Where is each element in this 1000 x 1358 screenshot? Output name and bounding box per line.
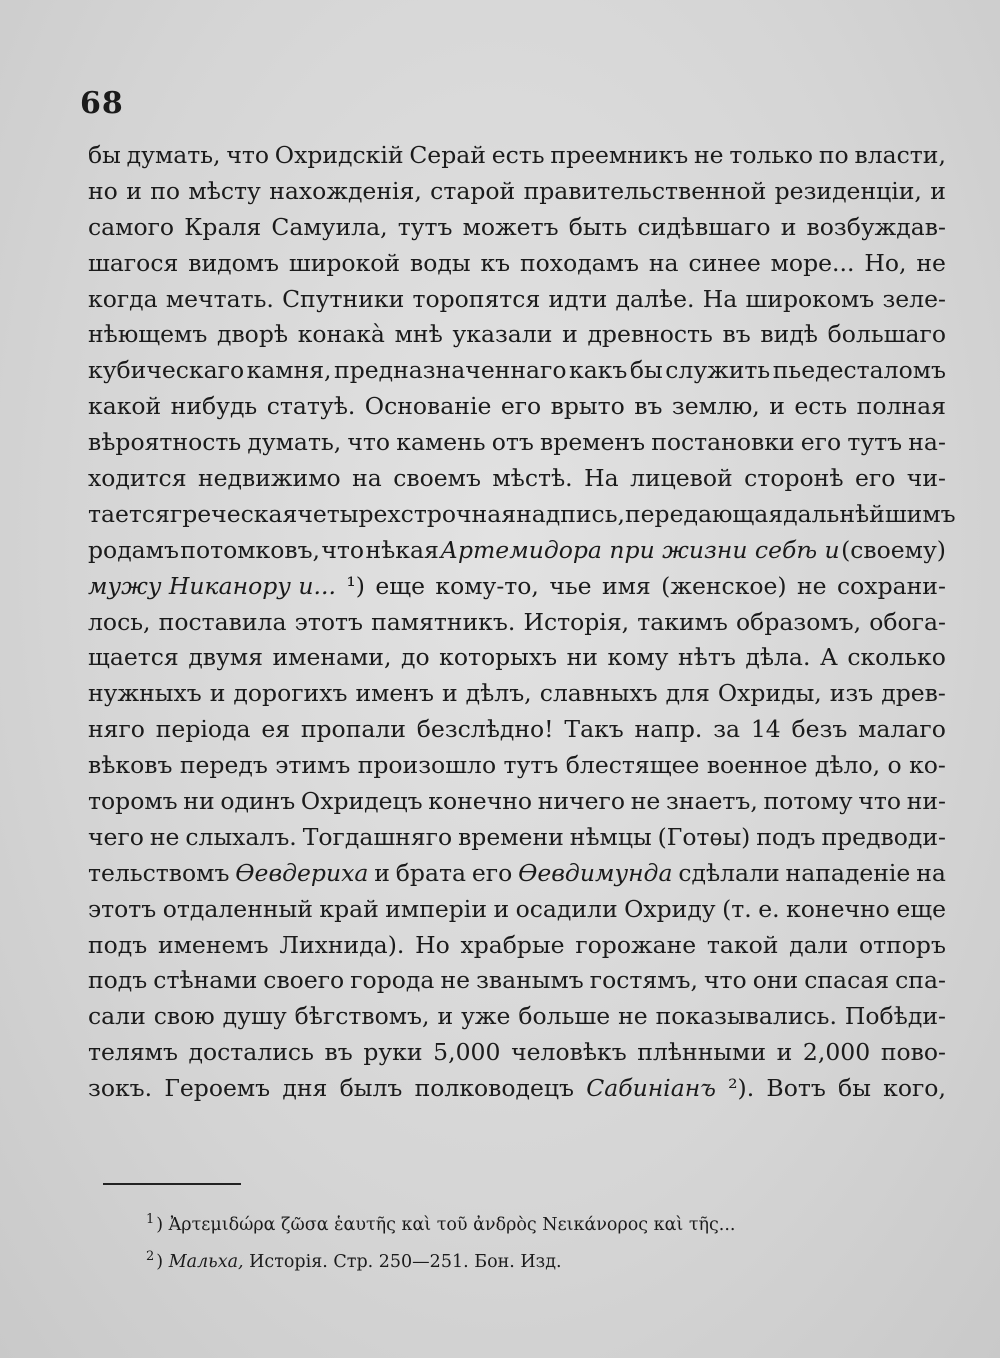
word: чи-: [906, 464, 946, 493]
word: Исторія,: [523, 607, 630, 636]
word: пьедесталомъ: [772, 356, 946, 385]
word: но: [88, 176, 118, 205]
word: власти,: [854, 141, 946, 169]
word: и: [769, 392, 785, 421]
word: Героемъ: [164, 1074, 271, 1103]
word: Побѣди-: [844, 1002, 946, 1031]
word: край: [319, 894, 379, 923]
word: широкомъ: [745, 284, 875, 313]
text-line: [88, 1071, 946, 1107]
word: военное: [706, 751, 808, 780]
word: сдѣлали: [678, 858, 780, 887]
word: спасая: [804, 966, 890, 995]
word: преемникъ: [550, 141, 689, 169]
word: предводи-: [821, 822, 946, 851]
word: стѣнами: [153, 966, 258, 995]
word: и: [437, 1002, 454, 1031]
word: сали: [88, 1002, 146, 1031]
word: Охридецъ: [300, 787, 423, 816]
text-line: [88, 999, 946, 1035]
word: напр.: [634, 715, 703, 744]
word: только: [729, 141, 814, 169]
word: статуѣ.: [266, 392, 356, 421]
word: полная: [856, 392, 946, 421]
word: потому: [763, 787, 853, 816]
word: имя: [601, 571, 651, 600]
word: его: [471, 858, 513, 887]
word: дня: [282, 1074, 328, 1103]
word: временъ: [540, 428, 646, 457]
word: зеле-: [882, 284, 946, 313]
word: на-: [908, 428, 946, 457]
word: синее: [688, 248, 761, 277]
word: камень: [396, 428, 486, 457]
word: города: [350, 966, 435, 995]
word: мужу Никанору и...: [88, 571, 336, 600]
word: самого: [88, 212, 175, 241]
word: о: [887, 751, 902, 780]
word: не: [630, 787, 661, 816]
word: что: [703, 966, 747, 995]
word: На: [702, 284, 738, 313]
word: думать,: [247, 428, 342, 457]
word: показывались.: [655, 1002, 837, 1031]
text-line: [88, 892, 946, 928]
word: двумя: [188, 643, 263, 672]
word: изъ: [829, 679, 874, 708]
word: и: [780, 212, 797, 241]
word: Лихнида).: [279, 930, 405, 959]
word: е.: [758, 894, 780, 923]
word: нѣкая: [365, 535, 439, 564]
word: что: [858, 787, 901, 816]
word: былъ: [339, 1074, 403, 1103]
text-line: [88, 640, 946, 676]
word: ходится: [88, 464, 187, 493]
text-line: [88, 317, 946, 353]
word: торопятся: [412, 284, 541, 313]
word: лось,: [88, 607, 151, 636]
word: еще: [896, 894, 946, 923]
body-text: [88, 138, 956, 1107]
word: ни: [183, 787, 215, 816]
word: Серай: [409, 141, 486, 169]
word: нѣтъ: [678, 643, 736, 672]
word: мнѣ: [394, 320, 443, 349]
word: землю,: [671, 392, 760, 421]
word: нѣмцы: [569, 822, 652, 851]
word: по: [818, 141, 849, 169]
word: нѣющемъ: [88, 320, 208, 349]
word: море...: [770, 248, 855, 277]
word: тутъ: [503, 751, 559, 780]
word: что: [321, 535, 365, 564]
word: думать,: [126, 141, 221, 169]
word: сколько: [847, 643, 946, 672]
word: кого,: [883, 1074, 946, 1103]
word: Спутники: [282, 284, 405, 313]
text-line: [88, 784, 946, 820]
word: подъ: [88, 930, 148, 959]
word: нахожденія,: [269, 176, 422, 205]
word: воды: [409, 248, 471, 277]
word: больше: [518, 1002, 611, 1031]
word: времени: [458, 822, 564, 851]
word: блестящее: [565, 751, 700, 780]
word: зокъ.: [88, 1074, 153, 1103]
word: шагося: [88, 248, 179, 277]
word: (т.: [722, 894, 752, 923]
word: 5,000: [433, 1038, 501, 1067]
word: его: [800, 428, 842, 457]
word: въ: [722, 320, 751, 349]
word: руки: [363, 1038, 423, 1067]
word: достались: [188, 1038, 314, 1067]
word: возбуждав-: [806, 212, 946, 241]
word: быть: [568, 212, 628, 241]
word: ни: [566, 643, 598, 672]
text-line: [88, 425, 946, 461]
word: Ѳевдериха: [235, 858, 369, 887]
text-line: [88, 353, 946, 389]
word: предназначеннаго: [334, 356, 567, 385]
word: этотъ: [294, 607, 363, 636]
word: бы: [629, 356, 663, 385]
word: Охриду: [624, 894, 716, 923]
word: далѣе.: [615, 284, 695, 313]
word: (женское): [661, 571, 787, 600]
word: телямъ: [88, 1038, 178, 1067]
word: Ѳевдимунда: [518, 858, 673, 887]
word: Такъ: [564, 715, 624, 744]
footnote-rule: [103, 1183, 241, 1185]
word: знаетъ,: [665, 787, 758, 816]
word: На: [584, 464, 619, 493]
word: до: [400, 643, 430, 672]
word: брата: [395, 858, 466, 887]
word: спа-: [895, 966, 946, 995]
footnote-author: Мальха,: [168, 1251, 244, 1272]
word: бы: [838, 1074, 871, 1103]
word: безслѣдно!: [416, 715, 554, 744]
word: древность: [587, 320, 713, 349]
word: недвижимо: [197, 464, 341, 493]
word: осадили: [515, 894, 618, 923]
word: дворѣ: [216, 320, 289, 349]
word: бѣгствомъ,: [294, 1002, 430, 1031]
word: къ: [480, 248, 511, 277]
word: передающая: [624, 499, 784, 528]
word: его: [500, 392, 542, 421]
text-line: [88, 605, 946, 641]
word: мѣсту: [188, 176, 261, 205]
word: тельствомъ: [88, 858, 230, 887]
text-line: [88, 569, 946, 605]
word: именемъ: [157, 930, 269, 959]
word: его: [854, 464, 896, 493]
word: для: [665, 679, 710, 708]
word: большаго: [827, 320, 946, 349]
word: лицевой: [630, 464, 733, 493]
word: камня,: [246, 356, 332, 385]
word: и: [776, 1038, 793, 1067]
word: потомковъ,: [180, 535, 321, 564]
text-line: [88, 712, 946, 748]
word: древ-: [881, 679, 946, 708]
word: широкой: [288, 248, 401, 277]
word: что: [347, 428, 391, 457]
word: отдаленный: [162, 894, 313, 923]
footnote-marker: 2: [146, 1248, 155, 1264]
text-line: [88, 389, 946, 425]
word: конечно: [786, 894, 890, 923]
word: не: [618, 1002, 648, 1031]
text-line: [88, 748, 946, 784]
word: свою: [153, 1002, 215, 1031]
word: и: [441, 679, 458, 708]
word: четырехстрочная: [297, 499, 517, 528]
text-line: [88, 497, 956, 533]
word: и: [374, 858, 390, 887]
word: (своему): [841, 535, 946, 564]
word: кому: [607, 643, 669, 672]
word: одинъ: [220, 787, 296, 816]
word: дѣла.: [745, 643, 811, 672]
word: греческая: [169, 499, 298, 528]
word: какъ: [569, 356, 628, 385]
word: сидѣвшаго: [637, 212, 771, 241]
word: обога-: [869, 607, 946, 636]
word: и: [126, 176, 142, 205]
word: А: [819, 643, 838, 672]
text-line: [88, 820, 946, 856]
word: няго: [88, 715, 145, 744]
word: Охриды,: [717, 679, 822, 708]
word: этотъ: [88, 894, 157, 923]
word: резиденціи,: [774, 176, 922, 205]
word: слыхалъ.: [185, 822, 297, 851]
word: еще: [375, 571, 425, 600]
word: старой: [430, 176, 516, 205]
word: отпоръ: [858, 930, 946, 959]
word: такой: [706, 930, 779, 959]
word: уже: [461, 1002, 511, 1031]
word: они: [752, 966, 799, 995]
word: дѣлъ,: [465, 679, 532, 708]
text-line: [88, 210, 946, 246]
text-line: [88, 282, 946, 318]
word: именъ: [355, 679, 434, 708]
word: мечтать.: [165, 284, 274, 313]
word: нападеніе: [785, 858, 911, 887]
word: на: [916, 858, 946, 887]
word: своемъ: [393, 464, 481, 493]
word: 2,000: [802, 1038, 871, 1067]
word: торомъ: [88, 787, 178, 816]
word: Сабиніанъ: [586, 1074, 716, 1103]
page-number: 68: [80, 86, 124, 121]
word: отъ: [491, 428, 534, 457]
word: на: [352, 464, 382, 493]
word: званымъ: [476, 966, 584, 995]
word: идти: [548, 284, 608, 313]
word: Основаніе: [364, 392, 492, 421]
word: памятникъ.: [371, 607, 516, 636]
word: гостямъ,: [589, 966, 698, 995]
word: дали: [789, 930, 849, 959]
word: имперіи: [385, 894, 487, 923]
word: какой: [88, 392, 162, 421]
word: и: [209, 679, 226, 708]
word: передъ: [179, 751, 268, 780]
text-line: [88, 246, 946, 282]
word: чье: [549, 571, 592, 600]
word: видѣ: [760, 320, 818, 349]
word: походамъ: [520, 248, 639, 277]
word: Краля: [184, 212, 262, 241]
word: дальнѣйшимъ: [783, 499, 956, 528]
word: ¹): [346, 571, 365, 600]
word: Тогдашняго: [302, 822, 453, 851]
word: славныхъ: [539, 679, 658, 708]
word: есть: [794, 392, 848, 421]
word: въ: [634, 392, 663, 421]
word: сторонѣ: [744, 464, 844, 493]
word: нибудь: [170, 392, 258, 421]
word: сохрани-: [837, 571, 946, 600]
word: тается: [88, 499, 170, 528]
word: постановки: [651, 428, 795, 457]
word: служить: [665, 356, 771, 385]
word: (Готѳы): [657, 822, 751, 851]
word: кубическаго: [88, 356, 245, 385]
footnote-text: ) Ἀρτεμιδώρα ζῶσα ἑαυτῆς καὶ τοῦ ἀνδρὸς Νεικάνορος καὶ τῆς...: [156, 1214, 736, 1235]
word: дѣло,: [814, 751, 881, 780]
word: полководецъ: [414, 1074, 574, 1103]
word: пово-: [880, 1038, 946, 1067]
word: надпись,: [516, 499, 625, 528]
text-line: [88, 1035, 946, 1071]
word: безъ: [791, 715, 848, 744]
word: и: [493, 894, 510, 923]
word: конечно: [428, 787, 533, 816]
word: человѣкъ: [511, 1038, 627, 1067]
word: мѣстѣ.: [492, 464, 573, 493]
word: тутъ: [847, 428, 903, 457]
word: именами,: [272, 643, 392, 672]
text-line: [88, 676, 946, 712]
word: Артемидора при жизни себѣ и: [440, 535, 840, 564]
word: не: [797, 571, 827, 600]
word: ²).: [728, 1074, 755, 1103]
word: можетъ: [462, 212, 559, 241]
word: малаго: [858, 715, 946, 744]
word: своего: [263, 966, 345, 995]
word: горожане: [575, 930, 697, 959]
word: Вотъ: [766, 1074, 826, 1103]
text-line: [88, 461, 946, 497]
word: конака̀: [297, 320, 385, 349]
word: произошло: [357, 751, 497, 780]
text-line: [88, 856, 946, 892]
text-line: [88, 138, 946, 174]
word: Но: [415, 930, 450, 959]
word: образомъ,: [736, 607, 862, 636]
word: указали: [452, 320, 553, 349]
word: Но,: [864, 248, 907, 277]
word: за: [713, 715, 741, 744]
word: по: [150, 176, 181, 205]
word: чего: [88, 822, 144, 851]
word: не: [149, 822, 180, 851]
word: ничего: [537, 787, 625, 816]
word: правительственной: [523, 176, 767, 205]
text-line: [88, 533, 946, 569]
word: не: [440, 966, 471, 995]
word: есть: [491, 141, 545, 169]
word: Самуила,: [271, 212, 388, 241]
word: кому-то,: [435, 571, 539, 600]
text-line: [88, 928, 946, 964]
word: не: [693, 141, 724, 169]
text-line: [88, 963, 946, 999]
word: врыто: [550, 392, 625, 421]
word: которыхъ: [439, 643, 558, 672]
footnote-1: [146, 1204, 906, 1241]
footnote-2: $^2$ ) Мальха, Исторія. Стр. 250—251. Бон. Изд.: [146, 1248, 562, 1272]
word: въ: [324, 1038, 353, 1067]
text-line: [88, 174, 946, 210]
word: видомъ: [188, 248, 279, 277]
word: душу: [222, 1002, 287, 1031]
word: ко-: [909, 751, 946, 780]
word: поставила: [158, 607, 287, 636]
word: щается: [88, 643, 179, 672]
word: вѣковъ: [88, 751, 173, 780]
word: нужныхъ: [88, 679, 202, 708]
word: 14: [750, 715, 781, 744]
word: подъ: [88, 966, 148, 995]
word: и: [930, 176, 946, 205]
footnotes: [146, 1204, 906, 1278]
footnote-text: Исторія. Стр. 250—251. Бон. Изд.: [243, 1251, 562, 1272]
word: дорогихъ: [233, 679, 348, 708]
footnote-marker: 1: [146, 1212, 155, 1227]
word: когда: [88, 284, 158, 313]
word: періода: [155, 715, 251, 744]
word: что: [226, 141, 269, 169]
word: на: [648, 248, 679, 277]
word: тутъ: [397, 212, 453, 241]
word: этимъ: [275, 751, 351, 780]
word: Охридскій: [274, 141, 404, 169]
word: бы: [88, 141, 121, 169]
word: вѣроятность: [88, 428, 242, 457]
word: такимъ: [637, 607, 728, 636]
word: плѣнными: [637, 1038, 766, 1067]
word: не: [916, 248, 946, 277]
word: храбрые: [460, 930, 565, 959]
word: пропали: [300, 715, 406, 744]
word: подъ: [756, 822, 816, 851]
word: родамъ: [88, 535, 179, 564]
word: ея: [261, 715, 291, 744]
word: ни-: [906, 787, 946, 816]
word: и: [562, 320, 578, 349]
